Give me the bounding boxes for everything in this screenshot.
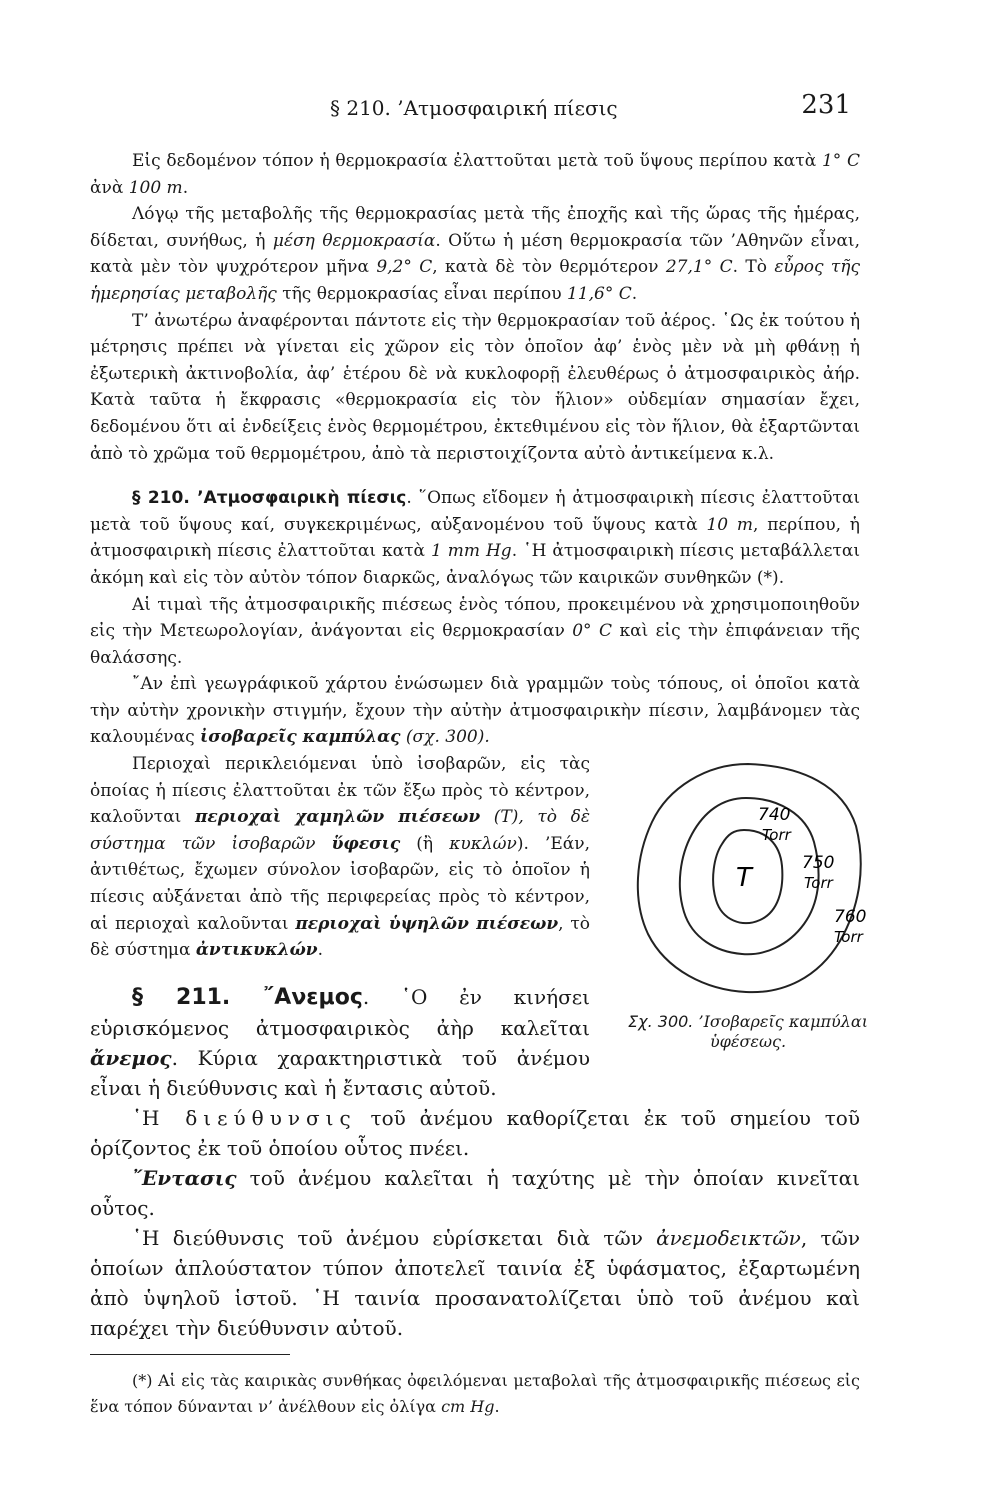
text-run: ῎Αν ἐπὶ γεωγράφικοῦ χάρτου ἑνώσωμεν διὰ γραμμῶν τοὺς τόπους, οἱ ὁποῖοι κατὰ τὴν αὐτὴν χρονικὴν στιγμήν, ἔχουν τὴν αὐτὴν ἀτμοσφαιρικὴν πίεσιν, λαμβάνομεν τὰς καλουμένας	[90, 674, 860, 748]
text-run: , τὸ δὲ σύστημα	[90, 913, 591, 961]
unit-value: cm Hg	[441, 1397, 495, 1416]
text-run: .	[182, 177, 189, 198]
isobar-740-label: 740	[758, 805, 791, 826]
text-run: . Τὸ	[732, 257, 775, 278]
section-211	[90, 982, 590, 1103]
text-run: .	[494, 1397, 500, 1416]
footnote-text	[90, 1368, 860, 1420]
figure-300	[628, 756, 868, 1052]
term-depression: ὕφεσις	[331, 833, 401, 854]
text-run: . ῾Ο ἐν κινήσει εὑρισκόμενος ἀτμοσφαιρικὸς ἀὴρ καλεῖται	[90, 984, 591, 1040]
text-run: ῾	[132, 1105, 142, 1130]
paragraph-intensity	[90, 1163, 860, 1223]
term-cyclone: κυκλών	[449, 833, 517, 854]
range-value: 11,6° C	[566, 283, 632, 304]
paragraph-pressure-regions	[90, 751, 590, 964]
text-run: , τῶν ὁποίων ἁπλούστατον τύπον ἀποτελεῖ ταινία ἐξ ὑφάσματος, ἐξαρτωμένη ἀπὸ ὑψηλοῦ ἱστοῦ. ῾Η ταινία προσανατολίζεται ὑπὸ τοῦ ἀνέμου καὶ παρέχει τὴν διεύθυνσιν αὐτοῦ.	[90, 1225, 860, 1340]
section-210	[90, 485, 860, 591]
paragraph-direction	[90, 1103, 860, 1163]
caption-text: ’Ισοβαρεῖς καμπύλαι ὑφέσεως.	[698, 1012, 868, 1052]
figure-wrap	[90, 751, 868, 1103]
term-direction: Η διεύθυνσις	[142, 1105, 357, 1130]
text-run: , περίπου, ἡ ἀτμοσφαιρικὴ πίεσις ἐλαττοῦται κατὰ	[90, 514, 860, 562]
isobar-760-label: 760	[834, 907, 867, 928]
unit-value: 1° C	[821, 151, 861, 171]
text-run: , κατὰ δὲ τὸν θερμότερον	[432, 257, 666, 278]
term-anemometer: ἀνεμοδεικτῶν	[656, 1225, 801, 1250]
footnote-divider	[90, 1354, 290, 1355]
text-run: τοῦ ἀνέμου καλεῖται ἡ ταχύτης μὲ τὴν ὁποίαν κινεῖται οὗτος.	[90, 1165, 860, 1220]
text-run: Αἱ τιμαὶ τῆς ἀτμοσφαιρικῆς πιέσεως ἑνὸς τόπου, προκειμένου νὰ χρησιμοποιηθοῦν εἰς τὴν Μετεωρολογίαν, ἀνάγονται εἰς θερμοκρασίαν	[90, 594, 860, 642]
isobar-750-label: 750	[802, 853, 835, 874]
section-heading: § 211. ῎Ανεμος	[132, 984, 363, 1010]
isobar-760-unit: Torr	[834, 928, 863, 947]
paragraph-reduction	[90, 592, 860, 672]
page-header	[0, 88, 999, 128]
isobar-750-unit: Torr	[804, 874, 833, 893]
isobar-740-unit: Torr	[762, 826, 791, 845]
text-run: (*) Αἱ εἰς τὰς καιρικὰς συνθήκας ὀφειλόμεναι μεταβολαὶ τῆς ἀτμοσφαιρικῆς πιέσεως εἰς ἕνα τόπον δύνανται ν’ ἀνέλθουν εἰς ὀλίγα	[90, 1371, 860, 1416]
text-run: (ἢ	[400, 833, 450, 854]
text-run: ῾Η διεύθυνσις τοῦ ἀνέμου εὑρίσκεται διὰ τῶν	[132, 1225, 657, 1250]
term-intensity: ῎Εντασις	[132, 1165, 237, 1190]
text-run: ). ’Εάν, ἀντιθέτως, ἔχωμεν σύνολον ἰσοβαρῶν, εἰς τὸ ὁποῖον ἡ πίεσις αὐξάνεται ἀπὸ τῆς περιφερείας πρὸς τὸ κέντρον, αἱ περιοχαὶ καλοῦνται	[90, 833, 590, 934]
text-run: Περιοχαὶ περικλειόμεναι ὑπὸ ἰσοβαρῶν, εἰς τὰς ὁποίας ἡ πίεσις ἐλαττοῦται ἐκ τῶν ἔξω πρὸς τὸ κέντρον, καλοῦνται	[90, 754, 590, 828]
page-number: 231	[801, 90, 851, 120]
text-run: . ῞Οπως εἴδομεν ἡ ἀτμοσφαιρικὴ πίεσις ἐλαττοῦται μετὰ τοῦ ὕψους καί, συγκεκριμένως, αὐξανομένου τοῦ ὕψους κατὰ	[90, 488, 861, 535]
paragraph-isobars	[90, 671, 860, 751]
text-run: τῆς θερμοκρασίας εἶναι περίπου	[276, 283, 567, 304]
term-low-pressure: περιοχαὶ χαμηλῶν πιέσεων	[194, 807, 481, 828]
caption-label: Σχ. 300.	[628, 1012, 694, 1032]
isobar-diagram	[628, 756, 868, 1006]
distance-value: 10 m	[706, 514, 753, 535]
body-text	[90, 148, 868, 1343]
paragraph-air-temperature: Τ’ ἀνωτέρω ἀναφέρονται πάντοτε εἰς τὴν θερμοκρασίαν τοῦ ἀέρος. ῾Ως ἐκ τούτου ἡ μέτρησις πρέπει νὰ γίνεται εἰς χῶρον εἰς τὸν ὁποῖον ἀφ’ ἑνὸς μὲν νὰ μὴ φθάνῃ ἡ ἐξωτερικὴ ἀκτινοβολία, ἀφ’ ἑτέρου δὲ νὰ κυκλοφορῇ ἐλευθέρως ὁ ἀτμοσφαιρικὸς ἀήρ. Κατὰ ταῦτα ἡ ἔκφρασις «θερμοκρασία εἰς τὸν ἥλιον» οὐδεμίαν σημασίαν ἔχει, δεδομένου ὅτι αἱ ἐνδείξεις ἑνὸς θερμομέτρου, ἐκτεθιμένου εἰς τὸν ἥλιον, θὰ ἐξαρτῶνται ἀπὸ τὸ χρῶμα τοῦ θερμομέτρου, ἀπὸ τὰ περιστοιχίζοντα αὐτὸ ἀντικείμενα κ.λ.	[90, 310, 860, 464]
text-run: . Κύρια χαρακτηριστικὰ τοῦ ἀνέμου εἶναι ἡ διεύθυνσις καὶ ἡ ἔντασις αὐτοῦ.	[90, 1045, 590, 1100]
text-run: τοῦ ἀνέμου καθορίζεται ἐκ τοῦ σημείου τοῦ ὁρίζοντος ἐκ τοῦ ὁποίου οὗτος πνέει.	[90, 1105, 860, 1160]
text-run: Λόγῳ τῆς μεταβολῆς τῆς θερμοκρασίας μετὰ τῆς ἐποχῆς καὶ τῆς ὥρας τῆς ἡμέρας, δίδεται, συνήθως, ἡ	[90, 204, 860, 251]
term-anticyclone: ἀντικυκλών	[195, 940, 318, 961]
running-title: § 210. ’Ατμοσφαιρική πίεσις	[330, 96, 618, 120]
text-run: .	[631, 283, 638, 304]
term-mean-temperature: μέση θερμοκρασία	[272, 230, 436, 251]
temperature-value: 0° C	[572, 621, 613, 642]
term-high-pressure: περιοχαὶ ὑψηλῶν πιέσεων	[295, 913, 559, 934]
paragraph-temperature-altitude	[90, 148, 860, 201]
figure-caption	[628, 1012, 868, 1052]
figure-reference: (σχ. 300).	[400, 727, 490, 748]
hot-month-value: 27,1° C	[665, 257, 733, 278]
paragraph-mean-temperature	[90, 201, 860, 307]
term-wind: ἄνεμος	[90, 1045, 172, 1070]
text-run: . Οὕτω ἡ μέση θερμοκρασία τῶν ’Αθηνῶν εἶναι, κατὰ μὲν τὸν ψυχρότερον μῆνα	[90, 230, 860, 278]
distance-value: 100 m	[128, 177, 183, 198]
cold-month-value: 9,2° C	[376, 257, 433, 278]
footnote	[90, 1368, 860, 1420]
paragraph-wind-vane	[90, 1223, 860, 1343]
text-run: .	[317, 940, 323, 961]
term-daily-range: εὖρος τῆς ἡμερησίας μεταβολῆς	[90, 257, 860, 304]
pressure-drop-value: 1 mm Hg	[430, 541, 512, 562]
text-run: καὶ εἰς τὴν ἐπιφάνειαν τῆς θαλάσσης.	[90, 621, 861, 668]
text-run: . ῾Η ἀτμοσφαιρικὴ πίεσις μεταβάλλεται ἀκόμη καὶ εἰς τὸν αὐτὸν τόπον διαρκῶς, ἀναλόγως τῶν καιρικῶν συνθηκῶν (*).	[90, 541, 861, 588]
text-run: Εἰς δεδομένον τόπον ἡ θερμοκρασία ἐλαττοῦται μετὰ τοῦ ὕψους περίπου κατὰ	[132, 151, 817, 171]
low-pressure-center-label: T	[736, 863, 752, 894]
term-isobars: ἰσοβαρεῖς καμπύλας	[200, 727, 401, 748]
section-heading: § 210. ’Ατμοσφαιρικὴ πίεσις	[132, 488, 407, 509]
text-run: ἀνὰ	[90, 177, 129, 198]
text-run: (T), τὸ δὲ σύστημα τῶν ἰσοβαρῶν	[90, 807, 591, 854]
